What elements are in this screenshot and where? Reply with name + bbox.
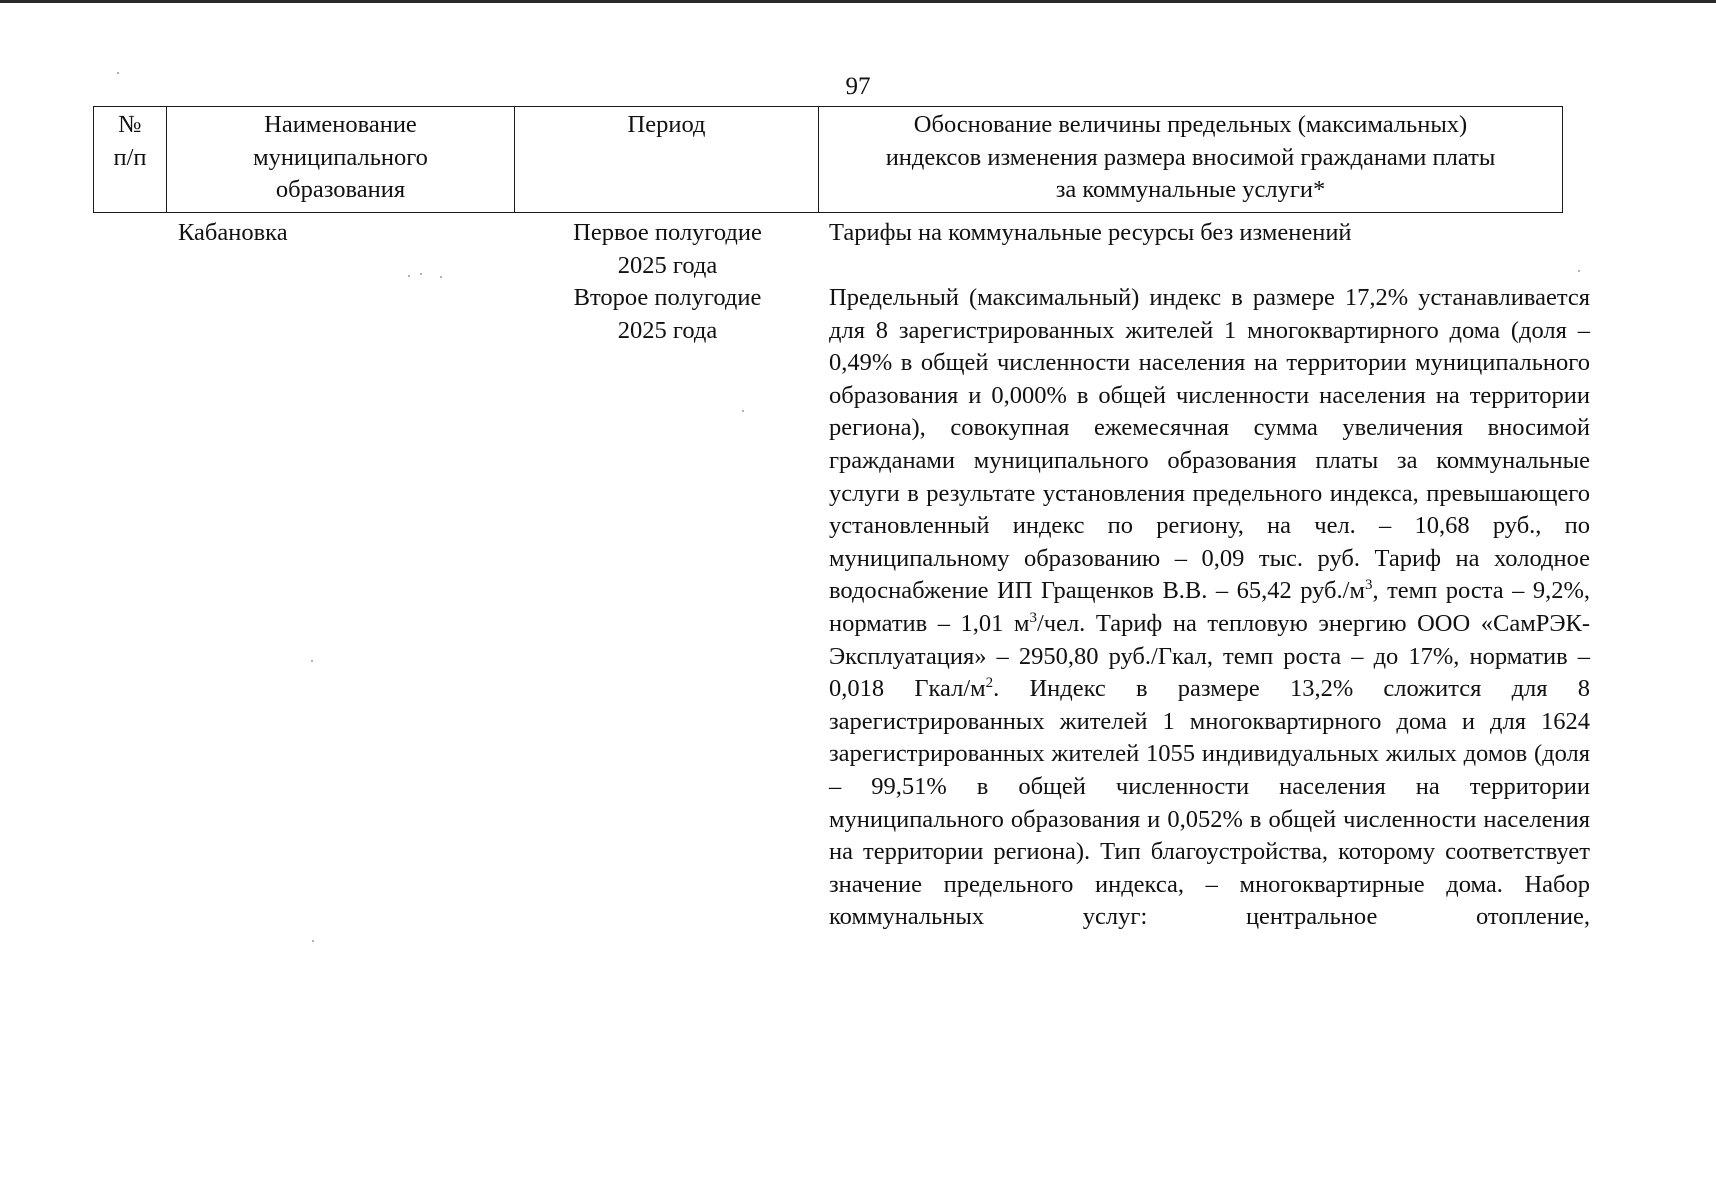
justification-first-half: Тарифы на коммунальные ресурсы без изменений [829, 219, 1352, 246]
justification-text-b: , темп роста – 9,2%, норматив – 1,01 м [829, 577, 1590, 637]
scan-top-edge [0, 0, 1716, 3]
municipality-name: Кабановка [178, 219, 288, 246]
header-justification-column: Обоснование величины предельных (максимальных) индексов изменения размера вносимой гражданами платы за коммунальные услуги* [885, 111, 1496, 203]
justification-text-d: . Индекс в размере 13,2% сложится для 8 зарегистрированных жителей 1 многоквартирного дома и для 1624 зарегистрированных жителей 1055 индивидуальных жилых домов (доля – 99,51% в общей численности населения на территории муниципального образования и 0,052% в общей численности населения на территории региона). Тип благоустройства, которому соответствует значение предельного индекса, – многоквартирные дома. Набор коммунальных услуг: центральное отопление, [829, 675, 1590, 931]
scan-speck [312, 940, 314, 942]
scan-speck [742, 410, 744, 412]
superscript-square: 2 [985, 674, 994, 691]
period-first-half: Первое полугодие 2025 года [573, 219, 762, 279]
scan-speck [1578, 270, 1580, 272]
scan-speck [311, 660, 313, 662]
scan-speck [117, 72, 119, 74]
scan-speck [440, 276, 442, 278]
period-second-half: Второе полугодие 2025 года [573, 284, 762, 344]
page-number: 97 [845, 73, 871, 100]
justification-text-a: Предельный (максимальный) индекс в размере 17,2% устанавливается для 8 зарегистрированных жителей 1 многоквартирного дома (доля – 0,49% в общей численности населения на территории муниципального образования и 0,000% в общей численности населения на территории региона), совокупная ежемесячная сумма увеличения вносимой гражданами муниципального образования платы за коммунальные услуги в результате установления предельного индекса, превышающего установленный индекс по региону, на чел. – 10,68 руб., по муниципальному образованию – 0,09 тыс. руб. Тариф на холодное водоснабжение ИП Гращенков В.В. – 65,42 руб./м [829, 284, 1590, 605]
header-municipality-column: Наименование муниципального образования [167, 107, 515, 212]
justification-text-c: /чел. Тариф на тепловую энергию ООО «СамРЭК-Эксплуатация» – 2950,80 руб./Гкал, темп роста – до 17%, норматив – 0,018 Гкал/м [829, 609, 1590, 703]
justification-second-half [829, 282, 1590, 934]
superscript-cubic: 3 [1364, 577, 1373, 594]
justification-paragraph [829, 282, 1590, 934]
table-header [93, 106, 1563, 213]
scan-speck [408, 275, 410, 277]
header-number-column: № п/п [94, 107, 167, 212]
scan-speck [420, 273, 422, 275]
superscript-cubic: 3 [1029, 609, 1037, 626]
header-period-column: Период [515, 107, 819, 212]
